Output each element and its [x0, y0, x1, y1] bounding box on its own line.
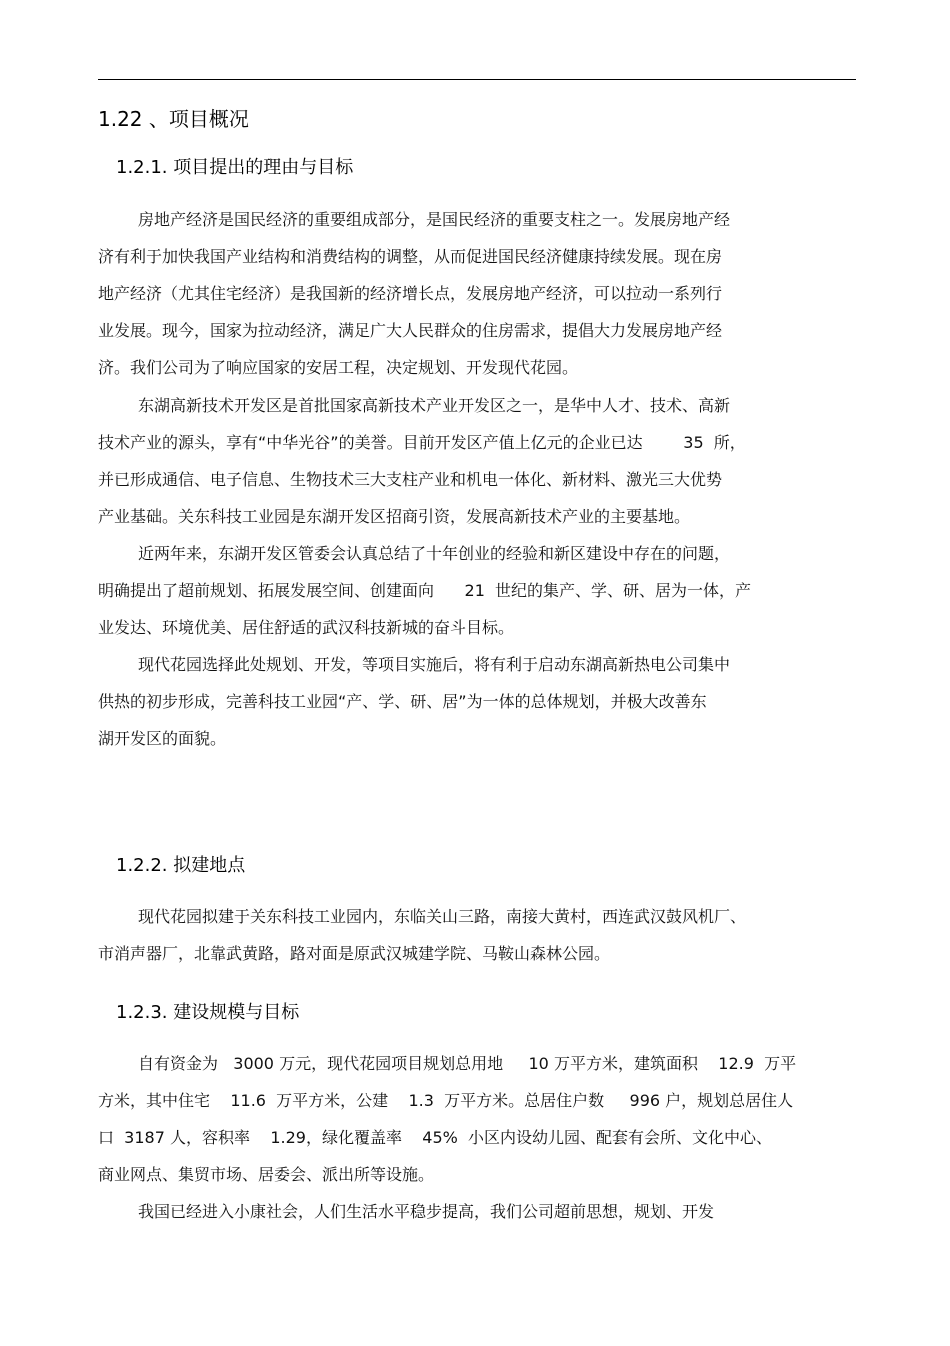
- paragraph-line: 技术产业的源头，享有“中华光谷”的美誉。目前开发区产值上亿元的企业已达 35 所，: [98, 433, 746, 452]
- paragraph-line: 地产经济（尤其住宅经济）是我国新的经济增长点，发展房地产经济，可以拉动一系列行: [98, 284, 723, 303]
- subsection-heading-scale: 1.2.3. 建设规模与目标: [116, 1002, 300, 1023]
- paragraph-line: 现代花园拟建于关东科技工业园内，东临关山三路，南接大黄村，西连武汉鼓风机厂、: [138, 907, 747, 926]
- header-rule: [98, 79, 856, 80]
- paragraph-line: 供热的初步形成，完善科技工业园“产、学、研、居”为一体的总体规划，并极大改善东: [98, 692, 707, 711]
- subsection-heading-location: 1.2.2. 拟建地点: [116, 855, 246, 876]
- paragraph-line: 近两年来，东湖开发区管委会认真总结了十年创业的经验和新区建设中存在的问题，: [138, 544, 731, 563]
- paragraph-line: 口 3187 人，容积率 1.29，绿化覆盖率 45% 小区内设幼儿园、配套有会所、文化中心、: [98, 1128, 773, 1147]
- paragraph-line: 并已形成通信、电子信息、生物技术三大支柱产业和机电一体化、新材料、激光三大优势: [98, 470, 723, 489]
- paragraph-line: 济。我们公司为了响应国家的安居工程，决定规划、开发现代花园。: [98, 358, 579, 377]
- paragraph-line: 济有利于加快我国产业结构和消费结构的调整，从而促进国民经济健康持续发展。现在房: [98, 247, 723, 266]
- paragraph-line: 明确提出了超前规划、拓展发展空间、创建面向 21 世纪的集产、学、研、居为一体，产: [98, 581, 752, 600]
- paragraph-line: 东湖高新技术开发区是首批国家高新技术产业开发区之一，是华中人才、技术、高新: [138, 396, 731, 415]
- paragraph-line: 湖开发区的面貌。: [98, 729, 227, 748]
- section-heading: 1.22 、项目概况: [98, 107, 249, 131]
- paragraph-line: 商业网点、集贸市场、居委会、派出所等设施。: [98, 1165, 435, 1184]
- paragraph-line: 市消声器厂，北靠武黄路，路对面是原武汉城建学院、马鞍山森林公园。: [98, 944, 611, 963]
- subsection-heading-reasons: 1.2.1. 项目提出的理由与目标: [116, 157, 354, 178]
- paragraph-line: 自有资金为 3000 万元，现代花园项目规划总用地 10 万平方米，建筑面积 12.9 万平: [138, 1054, 797, 1073]
- paragraph-line: 产业基础。关东科技工业园是东湖开发区招商引资，发展高新技术产业的主要基地。: [98, 507, 691, 526]
- paragraph-line: 房地产经济是国民经济的重要组成部分，是国民经济的重要支柱之一。发展房地产经: [138, 210, 731, 229]
- paragraph-line: 我国已经进入小康社会，人们生活水平稳步提高，我们公司超前思想，规划、开发: [138, 1202, 715, 1221]
- paragraph-line: 业发达、环境优美、居住舒适的武汉科技新城的奋斗目标。: [98, 618, 515, 637]
- paragraph-line: 业发展。现今，国家为拉动经济，满足广大人民群众的住房需求，提倡大力发展房地产经: [98, 321, 723, 340]
- paragraph-line: 方米，其中住宅 11.6 万平方米，公建 1.3 万平方米。总居住户数 996 户，规划总居住人: [98, 1091, 794, 1110]
- paragraph-line: 现代花园选择此处规划、开发，等项目实施后，将有利于启动东湖高新热电公司集中: [138, 655, 731, 674]
